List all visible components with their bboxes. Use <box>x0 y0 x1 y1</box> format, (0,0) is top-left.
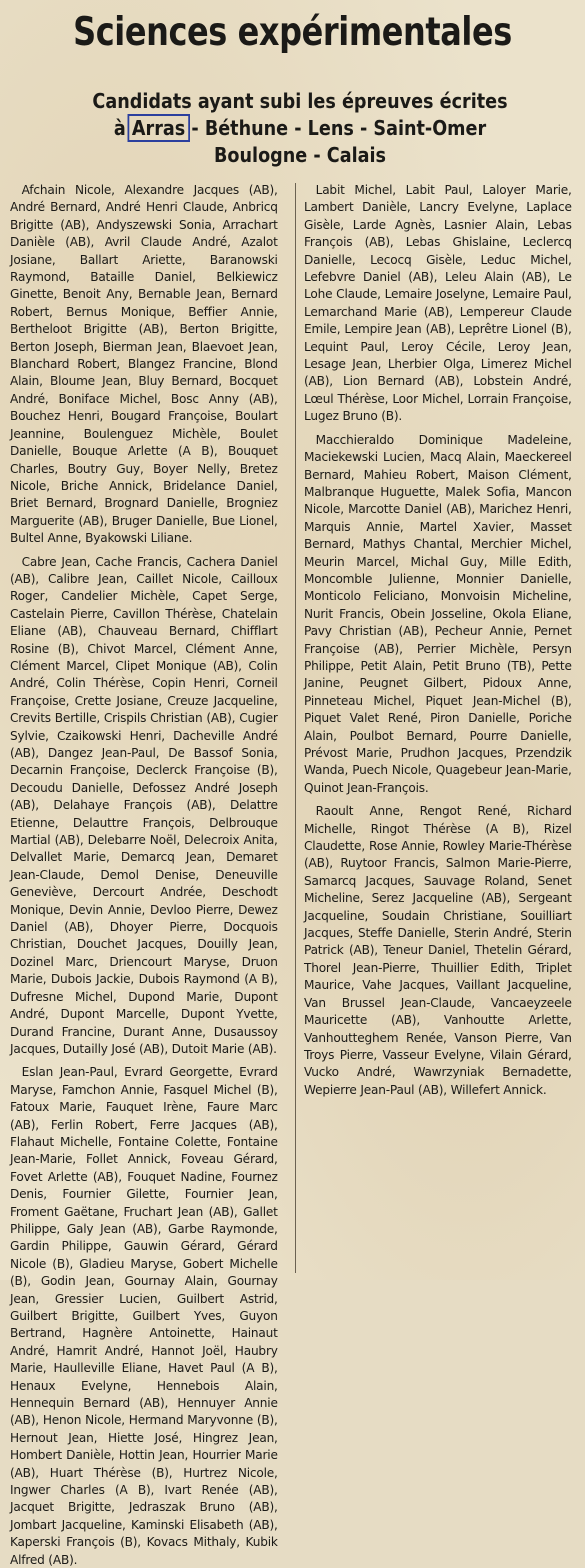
paragraph-e-k: Eslan Jean-Paul, Evrard Georgette, Evrard Maryse, Famchon Annie, Fasquel Michel (B), Fatoux Marie, Fauquet Irène, Faure Marc (AB), Ferlin Robert, Ferre Jacques (AB), Flahaut Michelle, Fontaine Colette, Fontaine Jean-Marie, Follet Annick, Foveau Gérard, Fovet Arlette (AB), Fouquet Nadine, Fournez Denis, Fournier Gilette, Fournier Jean, Froment Gaëtane, Fruchart Jean (AB), Gallet Philippe, Galy Jean (AB), Garbe Raymonde, Gardin Philippe, Gauwin Gérard, Gérard Nicole (B), Gladieu Maryse, Gobert Michelle (B), Godin Jean, Gournay Alain, Gournay Jean, Gressier Lucien, Guilbert Astrid, Guilbert Brigitte, Guilbert Yves, Guyon Bertrand, Hagnère Antoinette, Hainaut André, Hamrit André, Hannot Joël, Haubry Marie, Haulleville Eliane, Havet Paul (A B), Henaux Evelyne, Hennebois Alain, Hennequin Bernard (AB), Hennuyer Annie (AB), Henon Nicole, Hermand Maryvonne (B), Hernout Jean, Hiette José, Hingrez Jean, Hombert Danièle, Hottin Jean, Hourrier Marie (AB), Huart Thérèse (B), Hurtrez Nicole, Ingwer Charles (A B), Ivart Renée (AB), Jacquet Brigitte, Jedraszak Bruno (AB), Jombart Jacqueline, Kaminski Elisabeth (AB), Kaperski François (B), Kovacs Mithaly, Kubik Alfred (AB). <box>10 1064 278 1567</box>
right-column <box>304 181 580 1276</box>
highlighted-city-arras: Arras <box>127 114 189 142</box>
paragraph-m-q: Macchieraldo Dominique Madeleine, Maciekewski Lucien, Macq Alain, Maeckereel Bernard, Mahieu Robert, Maison Clément, Malbranque Huguette, Malek Sofia, Mancon Nicole, Marcotte Daniel (AB), Marichez Henri, Marquis Annie, Martel Xavier, Masset Bernard, Mathys Chantal, Merchier Michel, Meurin Marcel, Michal Guy, Mille Edith, Moncomble Julienne, Monnier Danielle, Monticolo Feliciano, Monvoisin Micheline, Nurit Francis, Obein Josseline, Okola Eliane, Pavy Christian (AB), Pecheur Annie, Pernet Françoise (AB), Perrier Michèle, Persyn Philippe, Petit Alain, Petit Bruno (TB), Pette Janine, Peugnet Gilbert, Pidoux Anne, Pinneteau Michel, Piquet Jean-Michel (B), Piquet Valet René, Piron Danielle, Poriche Alain, Poulbot Bernard, Pourre Danielle, Prévost Marie, Prudhon Jacques, Przendzik Wanda, Puech Nicole, Quagebeur Jean-Marie, Quinot Jean-François. <box>304 431 572 795</box>
subheading <box>54 88 547 169</box>
subheading-line-1: Candidats ayant subi les épreuves écrites <box>92 89 508 113</box>
paragraph-a-b: Afchain Nicole, Alexandre Jacques (AB), André Bernard, André Henri Claude, Anbricq Brigitte (AB), Andyszewski Sonia, Arrachart Danièle (AB), Avril Claude André, Azalot Josiane, Ballart Ariette, Baranowski Raymond, Bataille Daniel, Belkiewicz Ginette, Benoit Any, Bernable Jean, Bernard Robert, Bernus Monique, Beffier Annie, Bertheloot Brigitte (AB), Berton Brigitte, Berton Joseph, Bierman Jean, Blaevoet Jean, Blanchard Robert, Blangez Francine, Blond Alain, Bloume Jean, Bluy Bernard, Bocquet André, Boniface Michel, Bosc Anny (AB), Bouchez Henri, Bougard Françoise, Boulart Jeannine, Boulenguez Michèle, Boulet Danielle, Bouque Arlette (A B), Bouquet Charles, Boutry Guy, Boyer Nelly, Bretez Nicole, Briche Annick, Bridelance Daniel, Briet Bernard, Brognard Danielle, Brogniez Marguerite (AB), Bruger Danielle, Bue Lionel, Bultel Anne, Byakowski Liliane. <box>10 182 278 546</box>
paragraph-l: Labit Michel, Labit Paul, Laloyer Marie, Lambert Danièle, Lancry Evelyne, Laplace Gisèle, Larde Agnès, Lasnier Alain, Lebas François (AB), Lebas Ghislaine, Leclercq Danielle, Lecocq Gisèle, Leduc Michel, Lefebvre Daniel (AB), Leleu Alain (AB), Le Lohe Claude, Lemaire Joselyne, Lemaire Paul, Lemarchand Marie (AB), Lempereur Claude Emile, Lempire Jean (AB), Leprêtre Lionel (B), Lequint Paul, Leroy Cécile, Leroy Jean, Lesage Jean, Lherbier Olga, Limerez Michel (AB), Lion Bernard (AB), Lobstein André, Lœul Thérèse, Loor Michel, Lorrain Françoise, Lugez Bruno (B). <box>304 182 572 424</box>
paragraph-c-d: Cabre Jean, Cache Francis, Cachera Daniel (AB), Calibre Jean, Caillet Nicole, Cailloux Roger, Candelier Michèle, Capet Serge, Castelain Pierre, Cavillon Thérèse, Chatelain Eliane (AB), Chauveau Bernard, Chifflart Rosine (B), Chivot Marcel, Clément Anne, Clément Marcel, Clipet Monique (AB), Colin André, Colin Thérèse, Copin Henri, Corneil Françoise, Crette Josiane, Creuze Jacqueline, Crevits Bertille, Crispils Christian (AB), Cugier Sylvie, Czaikowski Henri, Dacheville André (AB), Dangez Jean-Paul, De Bassof Sonia, Decarnin Françoise, Declerck Françoise (B), Decoudu Danielle, Defossez André Joseph (AB), Delahaye François (AB), Delattre Etienne, Delauttre François, Delbrouque Martial (AB), Delebarre Noël, Delecroix Anita, Delvallet Marie, Demarcq Jean, Demaret Jean-Claude, Demol Denise, Deneuville Geneviève, Dercourt Andrée, Deschodt Monique, Devin Annie, Devloo Pierre, Dewez Daniel (AB), Dhoyer Pierre, Docquois Christian, Douchet Jacques, Douilly Jean, Dozinel Marc, Driencourt Maryse, Druon Marie, Dubois Jackie, Dubois Raymond (A B), Dufresne Michel, Dupond Marie, Dupont André, Dupont Marcelle, Dupont Yvette, Durand Francine, Durant Anne, Dusaussoy Jacques, Dutailly José (AB), Dutoit Marie (AB). <box>10 553 278 1056</box>
headline: Sciences expérimentales <box>73 10 512 55</box>
paragraph-r-w: Raoult Anne, Rengot René, Richard Michelle, Ringot Thérèse (A B), Rizel Claudette, Rose Annie, Rowley Marie-Thérèse (AB), Ruytoor Francis, Salmon Marie-Pierre, Samarcq Jacques, Sauvage Roland, Senet Micheline, Serez Jacqueline (AB), Sergeant Jacqueline, Soudain Christiane, Souilliart Jacques, Steffe Danielle, Sterin André, Sterin Patrick (AB), Teneur Daniel, Thetelin Gérard, Thorel Jean-Pierre, Thuillier Edith, Triplet Maurice, Vahe Jacques, Vaillant Jacqueline, Van Brussel Jean-Claude, Vancaeyzeele Mauricette (AB), Vanhoutte Arlette, Vanhoutteghem Renée, Vanson Pierre, Van Troys Pierre, Vasseur Evelyne, Vilain Gérard, Vucko André, Wawrzyniak Bernadette, Wepierre Jean-Paul (AB), Willefert Annick. <box>304 803 572 1097</box>
subheading-line-3: Boulogne - Calais <box>213 143 386 167</box>
subheading-cities: - Béthune - Lens - Saint-Omer <box>191 116 487 140</box>
left-column <box>10 181 286 1567</box>
subheading-line-2 <box>54 115 547 142</box>
column-divider <box>295 183 296 1273</box>
subheading-prefix: à <box>113 116 126 140</box>
